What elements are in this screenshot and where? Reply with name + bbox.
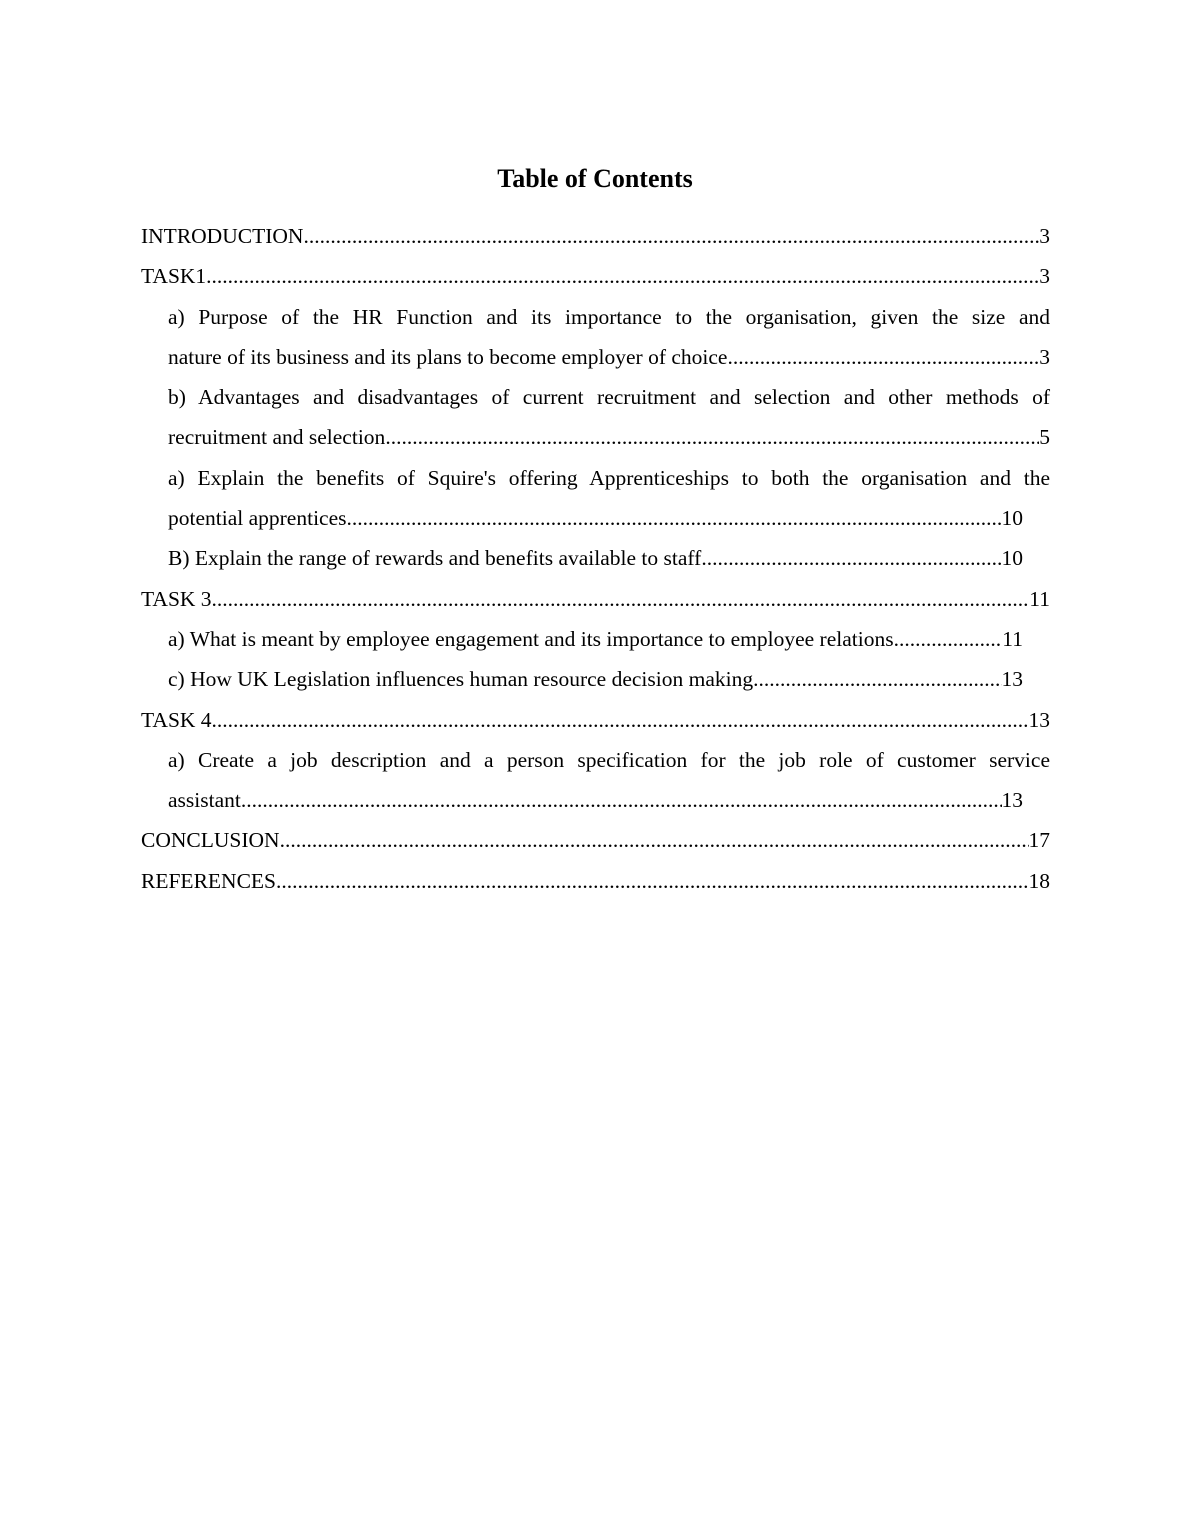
toc-page-number: 5 — [1039, 425, 1050, 450]
toc-entry-uk-legislation[interactable] — [168, 659, 1023, 699]
toc-entry-lead-text: b) Advantages and disadvantages of current recruitment and selection and other methods of — [168, 385, 1050, 410]
toc-page-number: 13 — [1028, 707, 1050, 732]
table-of-contents — [141, 216, 1050, 901]
toc-leader-dots — [276, 861, 1029, 901]
toc-entry-label: TASK 4 — [141, 707, 212, 732]
toc-entry-label: REFERENCES — [141, 868, 276, 893]
toc-leader-dots — [303, 216, 1039, 256]
toc-entry-label: assistant — [168, 788, 241, 813]
toc-leader-dots — [347, 498, 1002, 538]
toc-entry-label: B) Explain the range of rewards and benefits available to staff — [168, 546, 702, 571]
toc-entry-task3[interactable] — [141, 579, 1050, 619]
toc-page-number: 18 — [1028, 868, 1050, 893]
toc-leader-dots — [753, 659, 1001, 699]
toc-page-number: 3 — [1039, 344, 1050, 369]
toc-page-number: 10 — [1001, 546, 1023, 571]
toc-entry-lead-text: a) Explain the benefits of Squire's offering Apprenticeships to both the organisation and the — [168, 465, 1050, 490]
toc-entry-rewards[interactable] — [168, 538, 1023, 578]
toc-leader-dots — [241, 780, 1002, 820]
toc-entry-label: potential apprentices — [168, 506, 347, 531]
toc-leader-dots — [727, 337, 1039, 377]
toc-leader-dots — [212, 579, 1030, 619]
toc-leader-dots — [206, 256, 1039, 296]
toc-entry-employee-engagement[interactable] — [168, 619, 1023, 659]
toc-entry-references[interactable] — [141, 861, 1050, 901]
toc-page-number: 11 — [1002, 626, 1023, 651]
toc-entry-task1[interactable] — [141, 256, 1050, 296]
toc-page-number: 17 — [1028, 828, 1050, 853]
toc-entry-label: TASK1 — [141, 264, 207, 289]
toc-leader-dots — [212, 700, 1029, 740]
toc-entry-task4[interactable] — [141, 700, 1050, 740]
toc-entry-lead-text: a) Purpose of the HR Function and its importance to the organisation, given the size and — [168, 304, 1050, 329]
toc-entry-hr-function[interactable] — [168, 297, 1050, 378]
toc-entry-label: TASK 3 — [141, 586, 212, 611]
toc-entry-label: c) How UK Legislation influences human resource decision making — [168, 667, 754, 692]
toc-entry-label: CONCLUSION — [141, 828, 280, 853]
toc-leader-dots — [385, 417, 1039, 457]
toc-page-number: 3 — [1039, 224, 1050, 248]
toc-entry-conclusion[interactable] — [141, 820, 1050, 860]
toc-title: Table of Contents — [497, 164, 693, 193]
toc-entry-lead-text: a) Create a job description and a person specification for the job role of customer service — [168, 747, 1050, 772]
toc-page-number: 11 — [1029, 586, 1050, 611]
toc-page-number: 13 — [1001, 788, 1023, 813]
toc-entry-label: nature of its business and its plans to become employer of choice — [168, 344, 728, 369]
toc-entry-introduction[interactable] — [141, 216, 1050, 256]
toc-entry-job-description[interactable] — [168, 740, 1050, 821]
toc-entry-apprenticeships[interactable] — [168, 458, 1050, 539]
toc-entry-recruitment[interactable] — [168, 377, 1050, 458]
toc-leader-dots — [894, 619, 1003, 659]
toc-entry-label: recruitment and selection — [168, 425, 386, 450]
toc-page-number: 13 — [1001, 667, 1023, 692]
toc-entry-label: INTRODUCTION — [141, 224, 304, 248]
toc-page-number: 10 — [1001, 506, 1023, 531]
toc-entry-label: a) What is meant by employee engagement and its importance to employee relations — [168, 626, 894, 651]
toc-leader-dots — [701, 538, 1001, 578]
toc-leader-dots — [280, 820, 1029, 860]
toc-page-number: 3 — [1039, 264, 1050, 289]
